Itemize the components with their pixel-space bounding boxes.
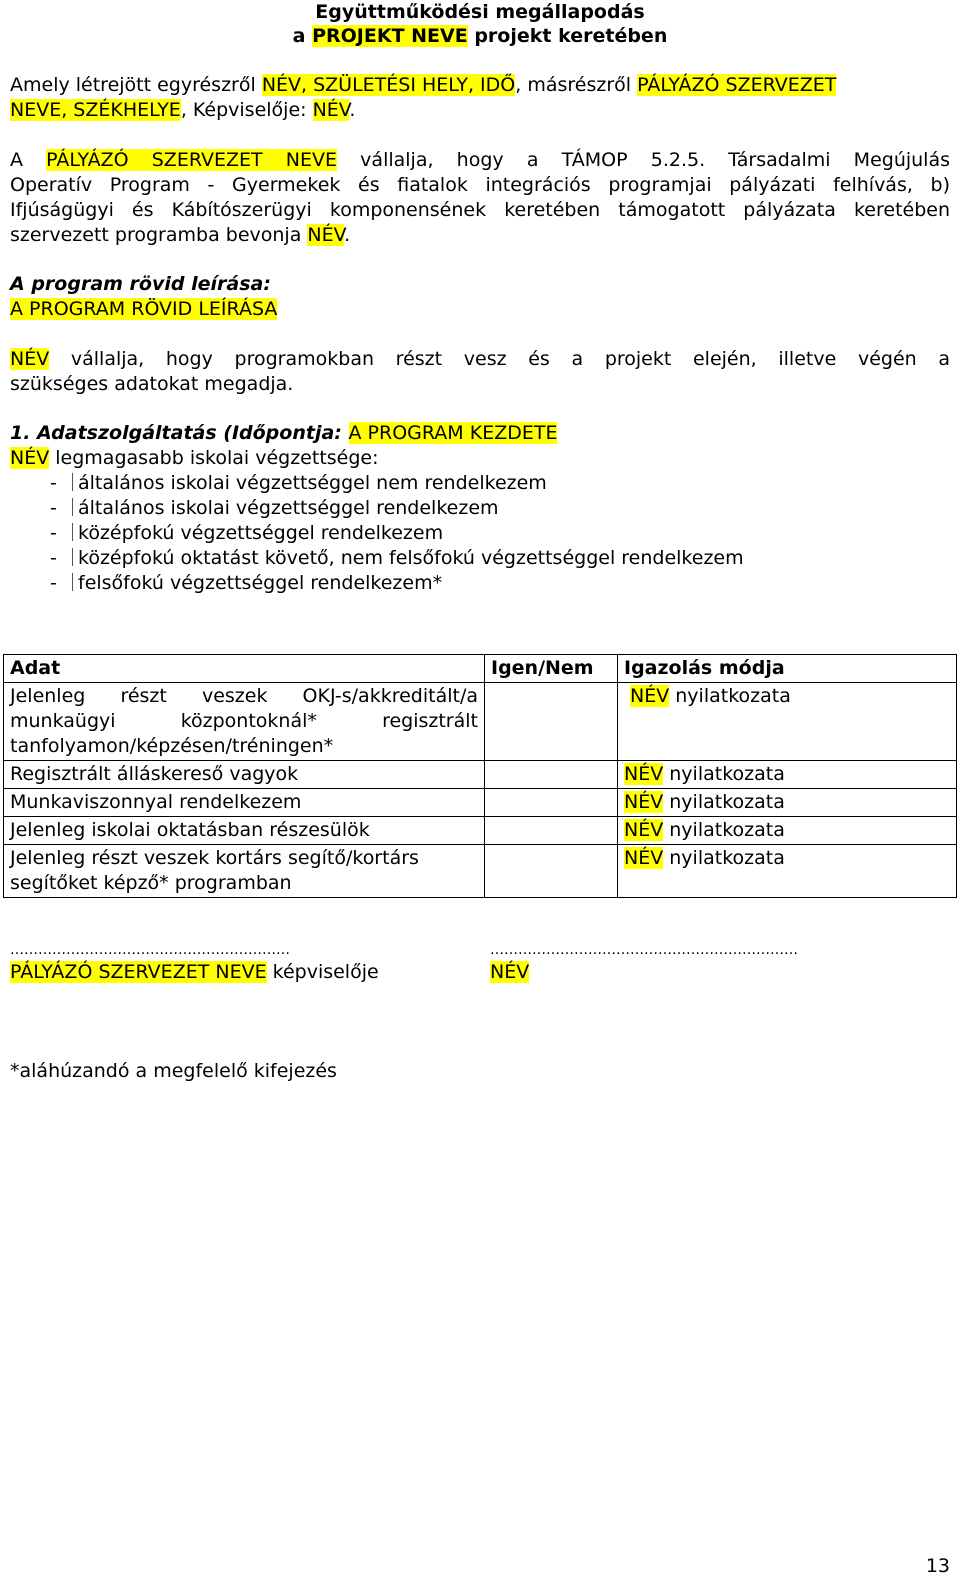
data-table <box>3 654 957 898</box>
row-name-placeholder: NÉV <box>624 847 664 869</box>
table-row <box>4 683 957 761</box>
row-name-placeholder: NÉV <box>624 763 664 785</box>
right-signature-line: ………………………………………………………… <box>490 942 798 958</box>
row-mod-text: nyilatkozata <box>669 685 791 707</box>
row-igazolas <box>618 683 957 761</box>
para1-line3: Ifjúságügyi és Kábítószerügyi komponensének keretében támogatott pályázata keretében <box>10 199 950 221</box>
dash: - <box>50 497 57 519</box>
program-description <box>10 297 950 322</box>
row-mod-text: nyilatkozata <box>663 847 785 869</box>
row-mod-text: nyilatkozata <box>663 791 785 813</box>
row-igazolas <box>618 817 957 845</box>
footnote: *aláhúzandó a megfelelő kifejezés <box>10 1060 337 1082</box>
row-igazolas <box>618 789 957 817</box>
row-igazolas <box>618 761 957 789</box>
intro-text-2: , másrészről <box>515 74 638 96</box>
para1-text-1: A <box>10 149 47 171</box>
org-name-placeholder: PÁLYÁZÓ SZERVEZET NEVE <box>46 149 338 171</box>
section1-heading <box>10 421 950 446</box>
org-placeholder-line1: PÁLYÁZÓ SZERVEZET <box>637 74 837 96</box>
row-igen-nem[interactable] <box>485 845 618 898</box>
table-row <box>4 817 957 845</box>
representative-placeholder: NÉV <box>312 99 350 121</box>
title-line-1: Együttműködési megállapodás <box>315 1 645 23</box>
dash: - <box>50 547 57 569</box>
left-signature-text: képviselője <box>266 961 379 983</box>
program-description-placeholder: A PROGRAM RÖVID LEÍRÁSA <box>10 298 278 320</box>
education-option[interactable] <box>50 546 744 571</box>
education-subheading <box>10 446 950 471</box>
para2-text: vállalja, hogy programokban részt vesz és a projekt elején, illetve végén a <box>49 348 950 370</box>
para2-name-placeholder: NÉV <box>10 348 50 370</box>
intro-text-3: , Képviselője: <box>180 99 313 121</box>
org-placeholder-line2: NEVE, SZÉKHELYE <box>10 99 181 121</box>
row-igen-nem[interactable] <box>485 683 618 761</box>
row-adat: Jelenleg részt veszek kortárs segítő/kortárs segítőket képző* programban <box>4 845 485 898</box>
document-title <box>0 0 960 25</box>
option-label: általános iskolai végzettséggel rendelkezem <box>78 497 499 519</box>
para1-line4 <box>10 223 950 248</box>
education-option[interactable] <box>50 521 443 546</box>
dash: - <box>50 522 57 544</box>
header-igen-nem: Igen/Nem <box>485 655 618 683</box>
row-igazolas <box>618 845 957 898</box>
row-igen-nem[interactable] <box>485 817 618 845</box>
option-label: felsőfokú végzettséggel rendelkezem* <box>78 572 443 594</box>
row-adat: Regisztrált álláskereső vagyok <box>4 761 485 789</box>
para1-text-2: vállalja, hogy a TÁMOP 5.2.5. Társadalmi Megújulás <box>337 149 951 171</box>
education-subheading-text: legmagasabb iskolai végzettsége: <box>49 447 379 469</box>
subtitle-text-end: projekt keretében <box>467 25 668 47</box>
row-adat: Munkaviszonnyal rendelkezem <box>4 789 485 817</box>
para2-line2: szükséges adatokat megadja. <box>10 373 294 395</box>
checkbox[interactable] <box>72 573 73 591</box>
para2-line1 <box>10 347 950 372</box>
table-header-row <box>4 655 957 683</box>
org-signature-placeholder: PÁLYÁZÓ SZERVEZET NEVE <box>10 961 267 983</box>
intro-text-4: . <box>349 99 356 121</box>
intro-paragraph <box>10 73 950 123</box>
para1-line4-text: szervezett programba bevonja <box>10 224 308 246</box>
table-row <box>4 789 957 817</box>
table-row <box>4 845 957 898</box>
row-adat: Jelenleg részt veszek OKJ-s/akkreditált/a munkaügyi központoknál* regisztrált tanfolyamon/képzésen/tréningen* <box>4 683 485 761</box>
option-label: középfokú végzettséggel rendelkezem <box>78 522 444 544</box>
row-name-placeholder: NÉV <box>624 819 664 841</box>
option-label: középfokú oktatást követő, nem felsőfokú végzettséggel rendelkezem <box>78 547 744 569</box>
option-label: általános iskolai végzettséggel nem rendelkezem <box>78 472 547 494</box>
header-igazolas: Igazolás módja <box>618 655 957 683</box>
document-subtitle <box>0 24 960 49</box>
row-adat: Jelenleg iskolai oktatásban részesülök <box>4 817 485 845</box>
section1-heading-text: 1. Adatszolgáltatás (Időpontja: <box>10 422 349 444</box>
para1-line1 <box>10 148 950 173</box>
education-name-placeholder: NÉV <box>10 447 50 469</box>
program-start-placeholder: A PROGRAM KEZDETE <box>348 422 558 444</box>
checkbox[interactable] <box>72 523 73 541</box>
para1-line4-end: . <box>344 224 351 246</box>
row-name-placeholder: NÉV <box>624 791 664 813</box>
checkbox[interactable] <box>72 548 73 566</box>
row-mod-text: nyilatkozata <box>663 763 785 785</box>
right-signature-label <box>490 960 529 985</box>
program-heading: A program rövid leírása: <box>10 273 271 295</box>
page-number: 13 <box>925 1555 950 1577</box>
row-igen-nem[interactable] <box>485 789 618 817</box>
para1-line2: Operatív Program - Gyermekek és fiatalok integrációs programjai pályázati felhívás, b) <box>10 174 950 196</box>
subtitle-text: a <box>292 25 313 47</box>
left-signature-label <box>10 960 379 985</box>
header-adat: Adat <box>4 655 485 683</box>
dash: - <box>50 572 57 594</box>
row-name-placeholder: NÉV <box>630 685 670 707</box>
checkbox[interactable] <box>72 498 73 516</box>
left-signature-line: …………………………………………………… <box>10 942 290 958</box>
name-birth-placeholder: NÉV, SZÜLETÉSI HELY, IDŐ <box>261 74 516 96</box>
table-row <box>4 761 957 789</box>
row-igen-nem[interactable] <box>485 761 618 789</box>
name-signature-placeholder: NÉV <box>490 961 530 983</box>
project-name-placeholder: PROJEKT NEVE <box>312 25 468 47</box>
name-placeholder: NÉV <box>307 224 345 246</box>
education-option[interactable] <box>50 496 499 521</box>
intro-text-1: Amely létrejött egyrészről <box>10 74 262 96</box>
row-mod-text: nyilatkozata <box>663 819 785 841</box>
checkbox[interactable] <box>72 473 73 491</box>
dash: - <box>50 472 57 494</box>
education-option[interactable] <box>50 471 547 496</box>
education-option[interactable] <box>50 571 442 596</box>
